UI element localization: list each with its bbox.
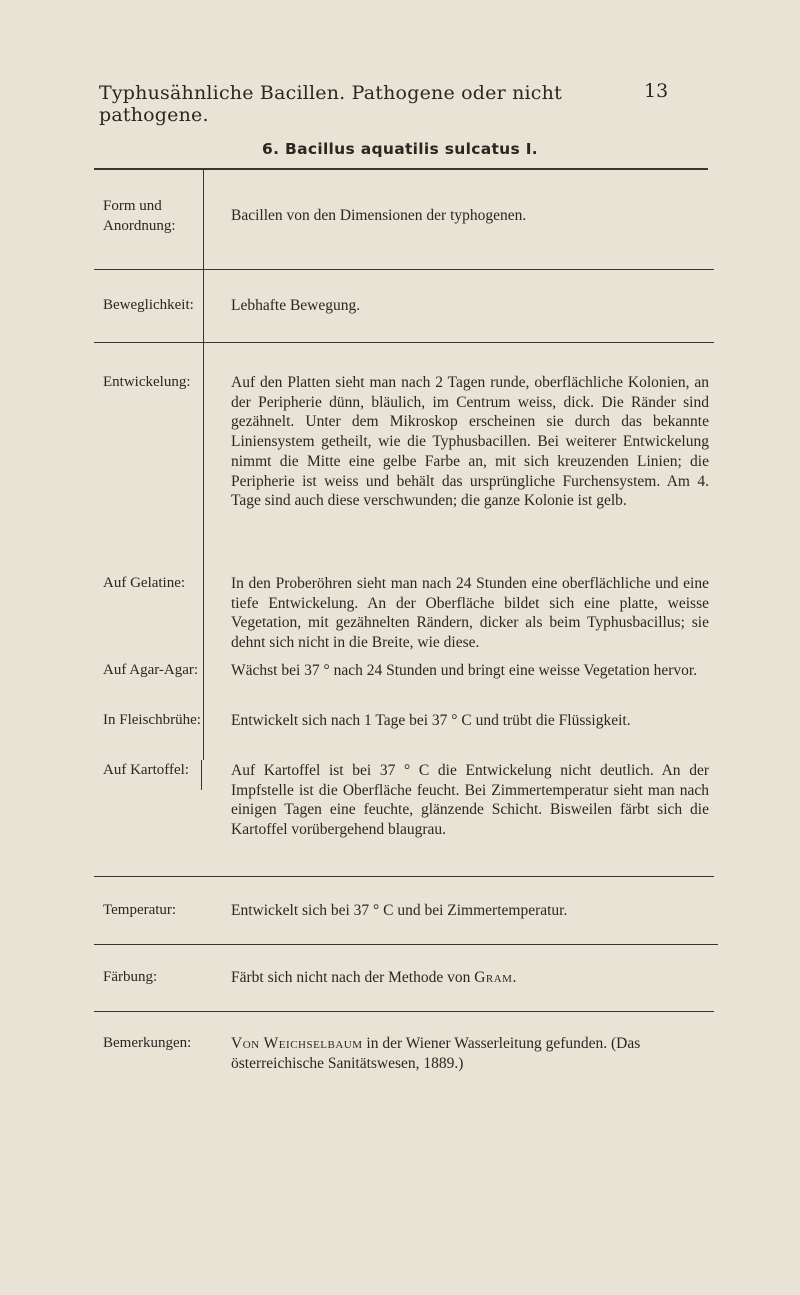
text-development: Auf den Platten sieht man nach 2 Tagen runde, oberflächliche Kolonien, an der Peripherie dünn, bläulich, im Centrum weiss, dick. Die Ränder sind gezähnelt. Unter dem Mikroskop erscheinen sie durch das bekannte Liniensystem getheilt, wie die Typhusbacillen. Bei weiterer Entwickelung nimmt die Mitte eine gelbe Farbe an, mit sich kreuzenden Linien; die Peripherie ist weiss und behält das ursprüngliche Furchensystem. Am 4. Tage sind auch diese verschwunden; die ganze Kolonie ist gelb. (231, 374, 709, 510)
section-title: 6. Bacillus aquatilis sulcatus I. (262, 140, 538, 158)
row-separator (94, 944, 718, 945)
text-form: Bacillen von den Dimensionen der typhogenen. (231, 207, 527, 224)
text-temperature: Entwickelt sich bei 37 ° C und bei Zimmertemperatur. (231, 902, 568, 919)
label-form: Form und Anordnung: (103, 198, 176, 234)
text-potato: Auf Kartoffel ist bei 37 ° C die Entwickelung nicht deutlich. An der Impfstelle ist die Oberfläche feucht. Bei Zimmertemperatur sieht man nach einigen Tagen eine feuchte, glänzende Schicht. Bisweilen färbt sich die Kartoffel vorübergehend blaugrau. (231, 762, 709, 839)
label-development: Entwickelung: (103, 374, 191, 390)
running-head: Typhusähnliche Bacillen. Pathogene oder nicht pathogene. (99, 82, 562, 126)
page-number: 13 (644, 80, 669, 102)
label-remarks: Bemerkungen: (103, 1035, 192, 1051)
row-separator (94, 1011, 714, 1012)
table-top-rule (94, 168, 708, 170)
label-gelatine: Auf Gelatine: (103, 575, 186, 591)
text-gelatine: In den Proberöhren sieht man nach 24 Stunden eine oberflächliche und eine tiefe Entwickelung. An der Oberfläche bildet sich eine platte, weisse Vegetation, mit gezähnelten Rändern, dicker als beim Typhusbacillus; sie dehnt sich nicht in die Breite, wie diese. (231, 575, 709, 652)
text-staining (231, 968, 709, 988)
text-motility: Lebhafte Bewegung. (231, 297, 361, 314)
row-separator (94, 342, 714, 343)
label-potato: Auf Kartoffel: (103, 762, 189, 778)
label-temperature: Temperatur: (103, 902, 177, 918)
label-agar: Auf Agar-Agar: (103, 662, 199, 678)
staining-text: Färbt sich nicht nach der Methode von (231, 969, 475, 986)
row-separator (94, 876, 714, 877)
text-broth: Entwickelt sich nach 1 Tage bei 37 ° C und trübt die Flüssigkeit. (231, 712, 631, 729)
row-separator (94, 269, 714, 270)
label-broth: In Fleischbrühe: (103, 712, 201, 728)
label-staining: Färbung: (103, 969, 158, 985)
text-agar: Wächst bei 37 ° nach 24 Stunden und bringt eine weisse Vegetation hervor. (231, 662, 698, 679)
text-remarks (231, 1034, 709, 1073)
label-motility: Beweglichkeit: (103, 297, 194, 313)
staining-author: Gram. (474, 969, 517, 986)
remarks-text: in der Wiener Wasserleitung gefunden. (Das österreichische Sanitätswesen, 1889.) (231, 1035, 641, 1072)
remarks-author: Von Weichselbaum (231, 1035, 363, 1052)
